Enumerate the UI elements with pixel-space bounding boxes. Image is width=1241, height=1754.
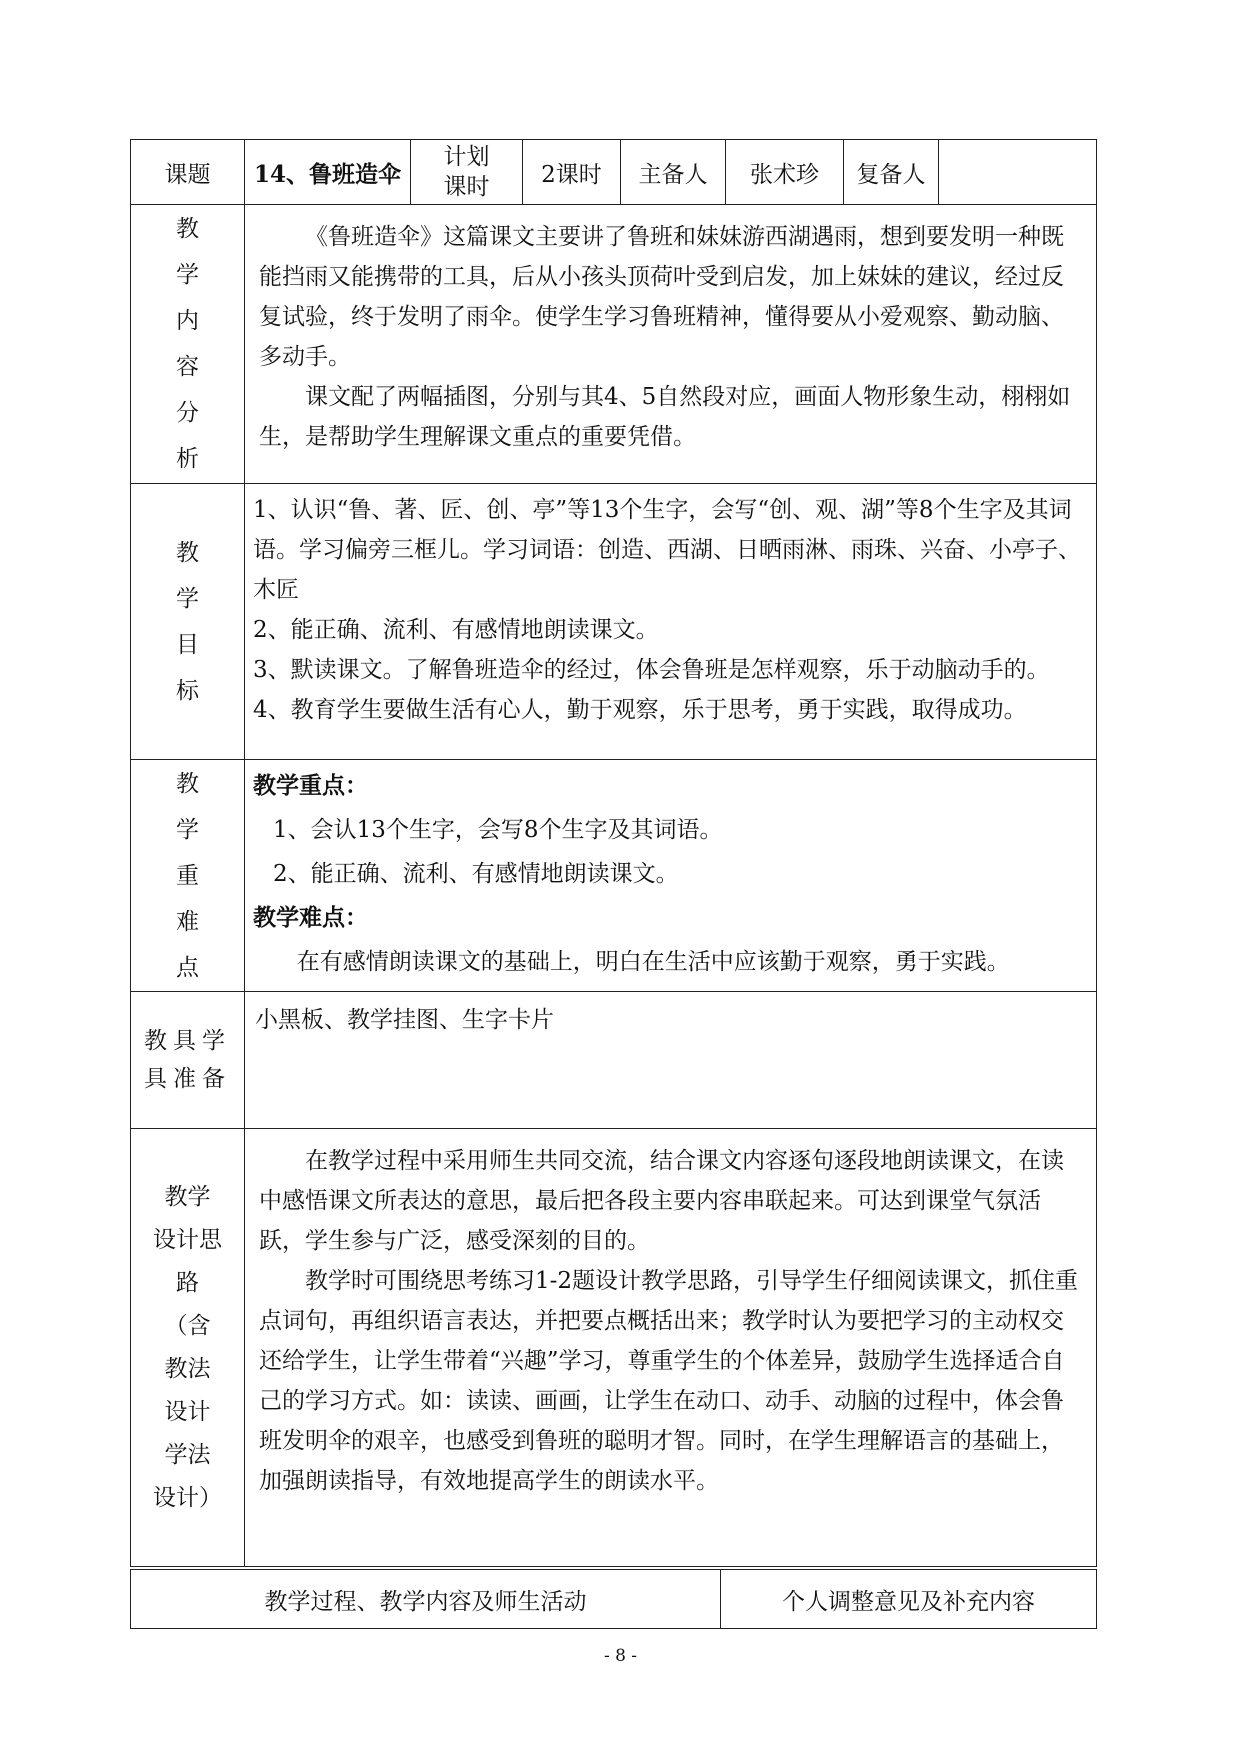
difficult-points-title: 教学难点： [253,904,368,931]
label-char: 学 [176,816,199,843]
label-line: 路 [176,1269,199,1296]
materials-row [131,992,1097,1129]
paragraph: 教学时可围绕思考练习1-2题设计教学思路，引导学生仔细阅读课文，抓住重点词句，再组织语言表达，并把要点概括出来；教学时认为要把学习的主动权交还给学生，让学生带着“兴趣”学习，尊重学生的个体差异，鼓励学生选择适合自己的学习方式。如：读读、画画，让学生在动口、动手、动脑的过程中，体会鲁班发明伞的艰辛，也感受到鲁班的聪明才智。同时，在学生理解语言的基础上，加强朗读指导，有效地提高学生的朗读水平。 [259,1268,1079,1494]
key-difficult-label [131,760,245,992]
content-analysis-text [245,205,1097,484]
label-char: 目 [176,631,199,658]
label-line: 教学 [164,1183,211,1210]
label-char: 重 [176,862,199,889]
page-number: - 8 - [603,1646,638,1666]
label-char: 教 [176,539,199,566]
materials-list: 小黑板、教学挂图、生字卡片 [255,1007,554,1033]
label-line: 具准备 [144,1066,231,1092]
objective-item: 4、教育学生要做生活有心人，勤于观察，乐于思考，勇于实践，取得成功。 [253,697,1027,723]
label-char: 标 [176,677,199,704]
difficult-points-text: 在有感情朗读课文的基础上，明白在生活中应该勤于观察，勇于实践。 [296,949,1010,975]
objectives-text [245,484,1097,760]
lesson-plan-table [130,139,1097,1567]
content-analysis-label [131,205,245,484]
label-line: 设计 [164,1398,211,1425]
label-char: 析 [176,446,199,472]
objectives-row [131,484,1097,760]
objective-item: 1、认识“鲁、著、匠、创、亭”等13个生字，会写“创、观、湖”等8个生字及其词语。学习偏旁三框儿。学习词语：创造、西湖、日晒雨淋、雨珠、兴奋、小亭子、木匠 [253,497,1081,603]
label-char: 学 [176,262,199,288]
label-char: 学 [176,585,199,612]
key-point-item: 2、能正确、流利、有感情地朗读课文。 [273,861,679,887]
secondary-value [939,140,1097,205]
paragraph: 《鲁班造伞》这篇课文主要讲了鲁班和妹妹游西湖遇雨，想到要发明一种既能挡雨又能携带的工具，后从小孩头顶荷叶受到启发，加上妹妹的建议，经过反复试验，终于发明了雨伞。使学生学习鲁班精神，懂得要从小爱观察、勤动脑、多动手。 [259,224,1064,370]
design-label [131,1129,245,1567]
label-char: 教 [176,216,199,242]
design-row [131,1129,1097,1567]
key-difficult-text [245,760,1097,992]
process-header-table [130,1569,1097,1629]
key-point-item: 1、会认13个生字，会写8个生字及其词语。 [273,817,723,843]
secondary-label: 复备人 [844,140,939,205]
paragraph: 在教学过程中采用师生共同交流，结合课文内容逐句逐段地朗读课文，在读中感悟课文所表达的意思，最后把各段主要内容串联起来。可达到课堂气氛活跃，学生参与广泛，感受深刻的目的。 [259,1148,1064,1254]
label-char: 点 [176,954,199,981]
lead-value: 张术珍 [726,140,844,205]
process-header-row [131,1570,1097,1629]
process-column-header: 教学过程、教学内容及师生活动 [131,1570,721,1629]
key-points-title: 教学重点： [253,772,368,799]
materials-label [131,992,245,1129]
label-char: 难 [176,908,199,935]
lead-label: 主备人 [621,140,726,205]
label-char: 内 [176,308,199,334]
content-analysis-row [131,205,1097,484]
plan-label-line2: 课时 [443,174,490,200]
label-line: （含 [164,1312,211,1339]
label-line: 设计） [153,1484,222,1511]
label-line: 设计思 [153,1226,222,1253]
label-char: 分 [176,400,199,426]
design-text [245,1129,1097,1567]
materials-text [245,992,1097,1129]
topic-value: 14、鲁班造伞 [245,140,411,205]
plan-label-line1: 计划 [443,144,490,170]
header-row [131,140,1097,205]
objective-item: 3、默读课文。了解鲁班造伞的经过，体会鲁班是怎样观察，乐于动脑动手的。 [253,657,1050,683]
label-line: 教法 [164,1355,211,1382]
adjustment-column-header: 个人调整意见及补充内容 [721,1570,1097,1629]
paragraph: 课文配了两幅插图，分别与其4、5自然段对应，画面人物形象生动，栩栩如生，是帮助学生理解课文重点的重要凭借。 [259,384,1071,450]
objectives-label [131,484,245,760]
label-char: 教 [176,770,199,797]
label-line: 学法 [164,1441,211,1468]
objective-item: 2、能正确、流利、有感情地朗读课文。 [253,617,659,643]
plan-value: 2课时 [523,140,621,205]
label-char: 容 [176,354,199,380]
topic-label: 课题 [131,140,245,205]
key-difficult-row [131,760,1097,992]
plan-label [411,140,523,205]
label-line: 教具学 [144,1028,231,1054]
